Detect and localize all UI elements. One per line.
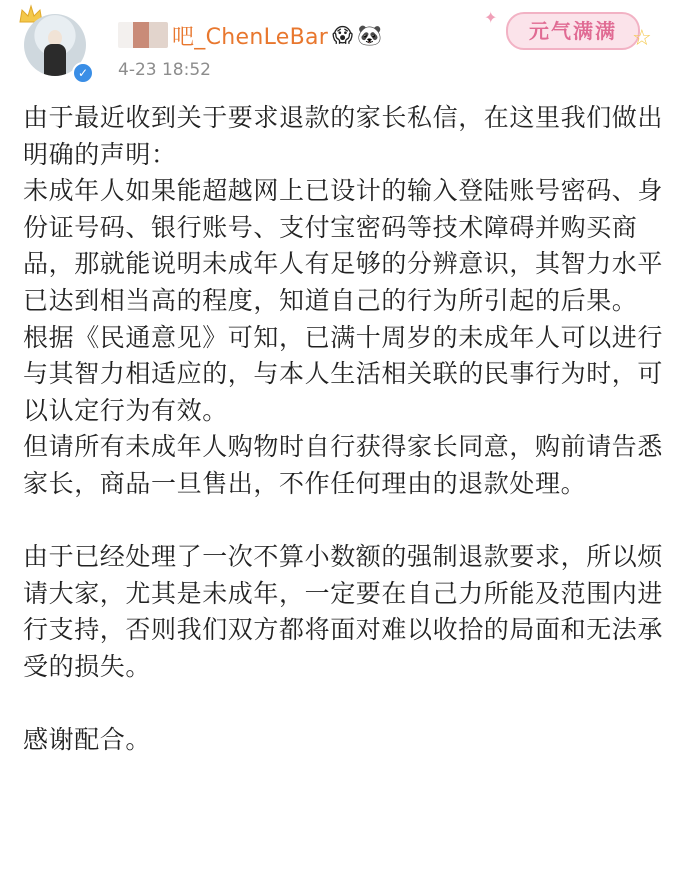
paragraph-gap bbox=[23, 686, 663, 723]
post-paragraph: 根据《民通意见》可知，已满十周岁的未成年人可以进行与其智力相适应的，与本人生活相关联的民事行为时，可以认定行为有效。 bbox=[23, 322, 664, 425]
panda-emoji-icon: 🐼 bbox=[356, 23, 382, 47]
badge-label: 元气满满 bbox=[506, 12, 640, 50]
author-name[interactable]: 吧_ChenLeBar bbox=[172, 24, 329, 50]
post-header bbox=[0, 0, 680, 92]
verified-badge-icon: ✓ bbox=[72, 62, 94, 84]
name-blur-mask bbox=[118, 22, 168, 48]
post-body bbox=[23, 100, 663, 759]
star-icon: ☆ bbox=[632, 26, 652, 51]
author-row bbox=[118, 20, 382, 50]
post-paragraph: 感谢配合。 bbox=[23, 725, 152, 755]
scream-emoji-icon: 😱 bbox=[332, 23, 353, 47]
paragraph-gap bbox=[23, 503, 663, 540]
post-paragraph: 未成年人如果能超越网上已设计的输入登陆账号密码、身份证号码、银行账号、支付宝密码等技术障碍并购买商品，那就能说明未成年人有足够的分辨意识，其智力水平已达到相当高的程度，知道自己的行为所引起的后果。 bbox=[23, 176, 664, 315]
post-paragraph: 由于最近收到关于要求退款的家长私信，在这里我们做出明确的声明： bbox=[23, 103, 664, 169]
card-badge[interactable] bbox=[482, 8, 658, 54]
post-paragraph: 但请所有未成年人购物时自行获得家长同意，购前请告悉家长，商品一旦售出，不作任何理由的退款处理。 bbox=[23, 432, 664, 498]
post-timestamp[interactable]: 4-23 18:52 bbox=[118, 60, 211, 80]
post-paragraph: 由于已经处理了一次不算小数额的强制退款要求，所以烦请大家，尤其是未成年，一定要在自己力所能及范围内进行支持，否则我们双方都将面对难以收拾的局面和无法承受的损失。 bbox=[23, 542, 664, 681]
sparkle-icon: ✦ bbox=[484, 8, 498, 27]
avatar[interactable] bbox=[24, 14, 89, 80]
